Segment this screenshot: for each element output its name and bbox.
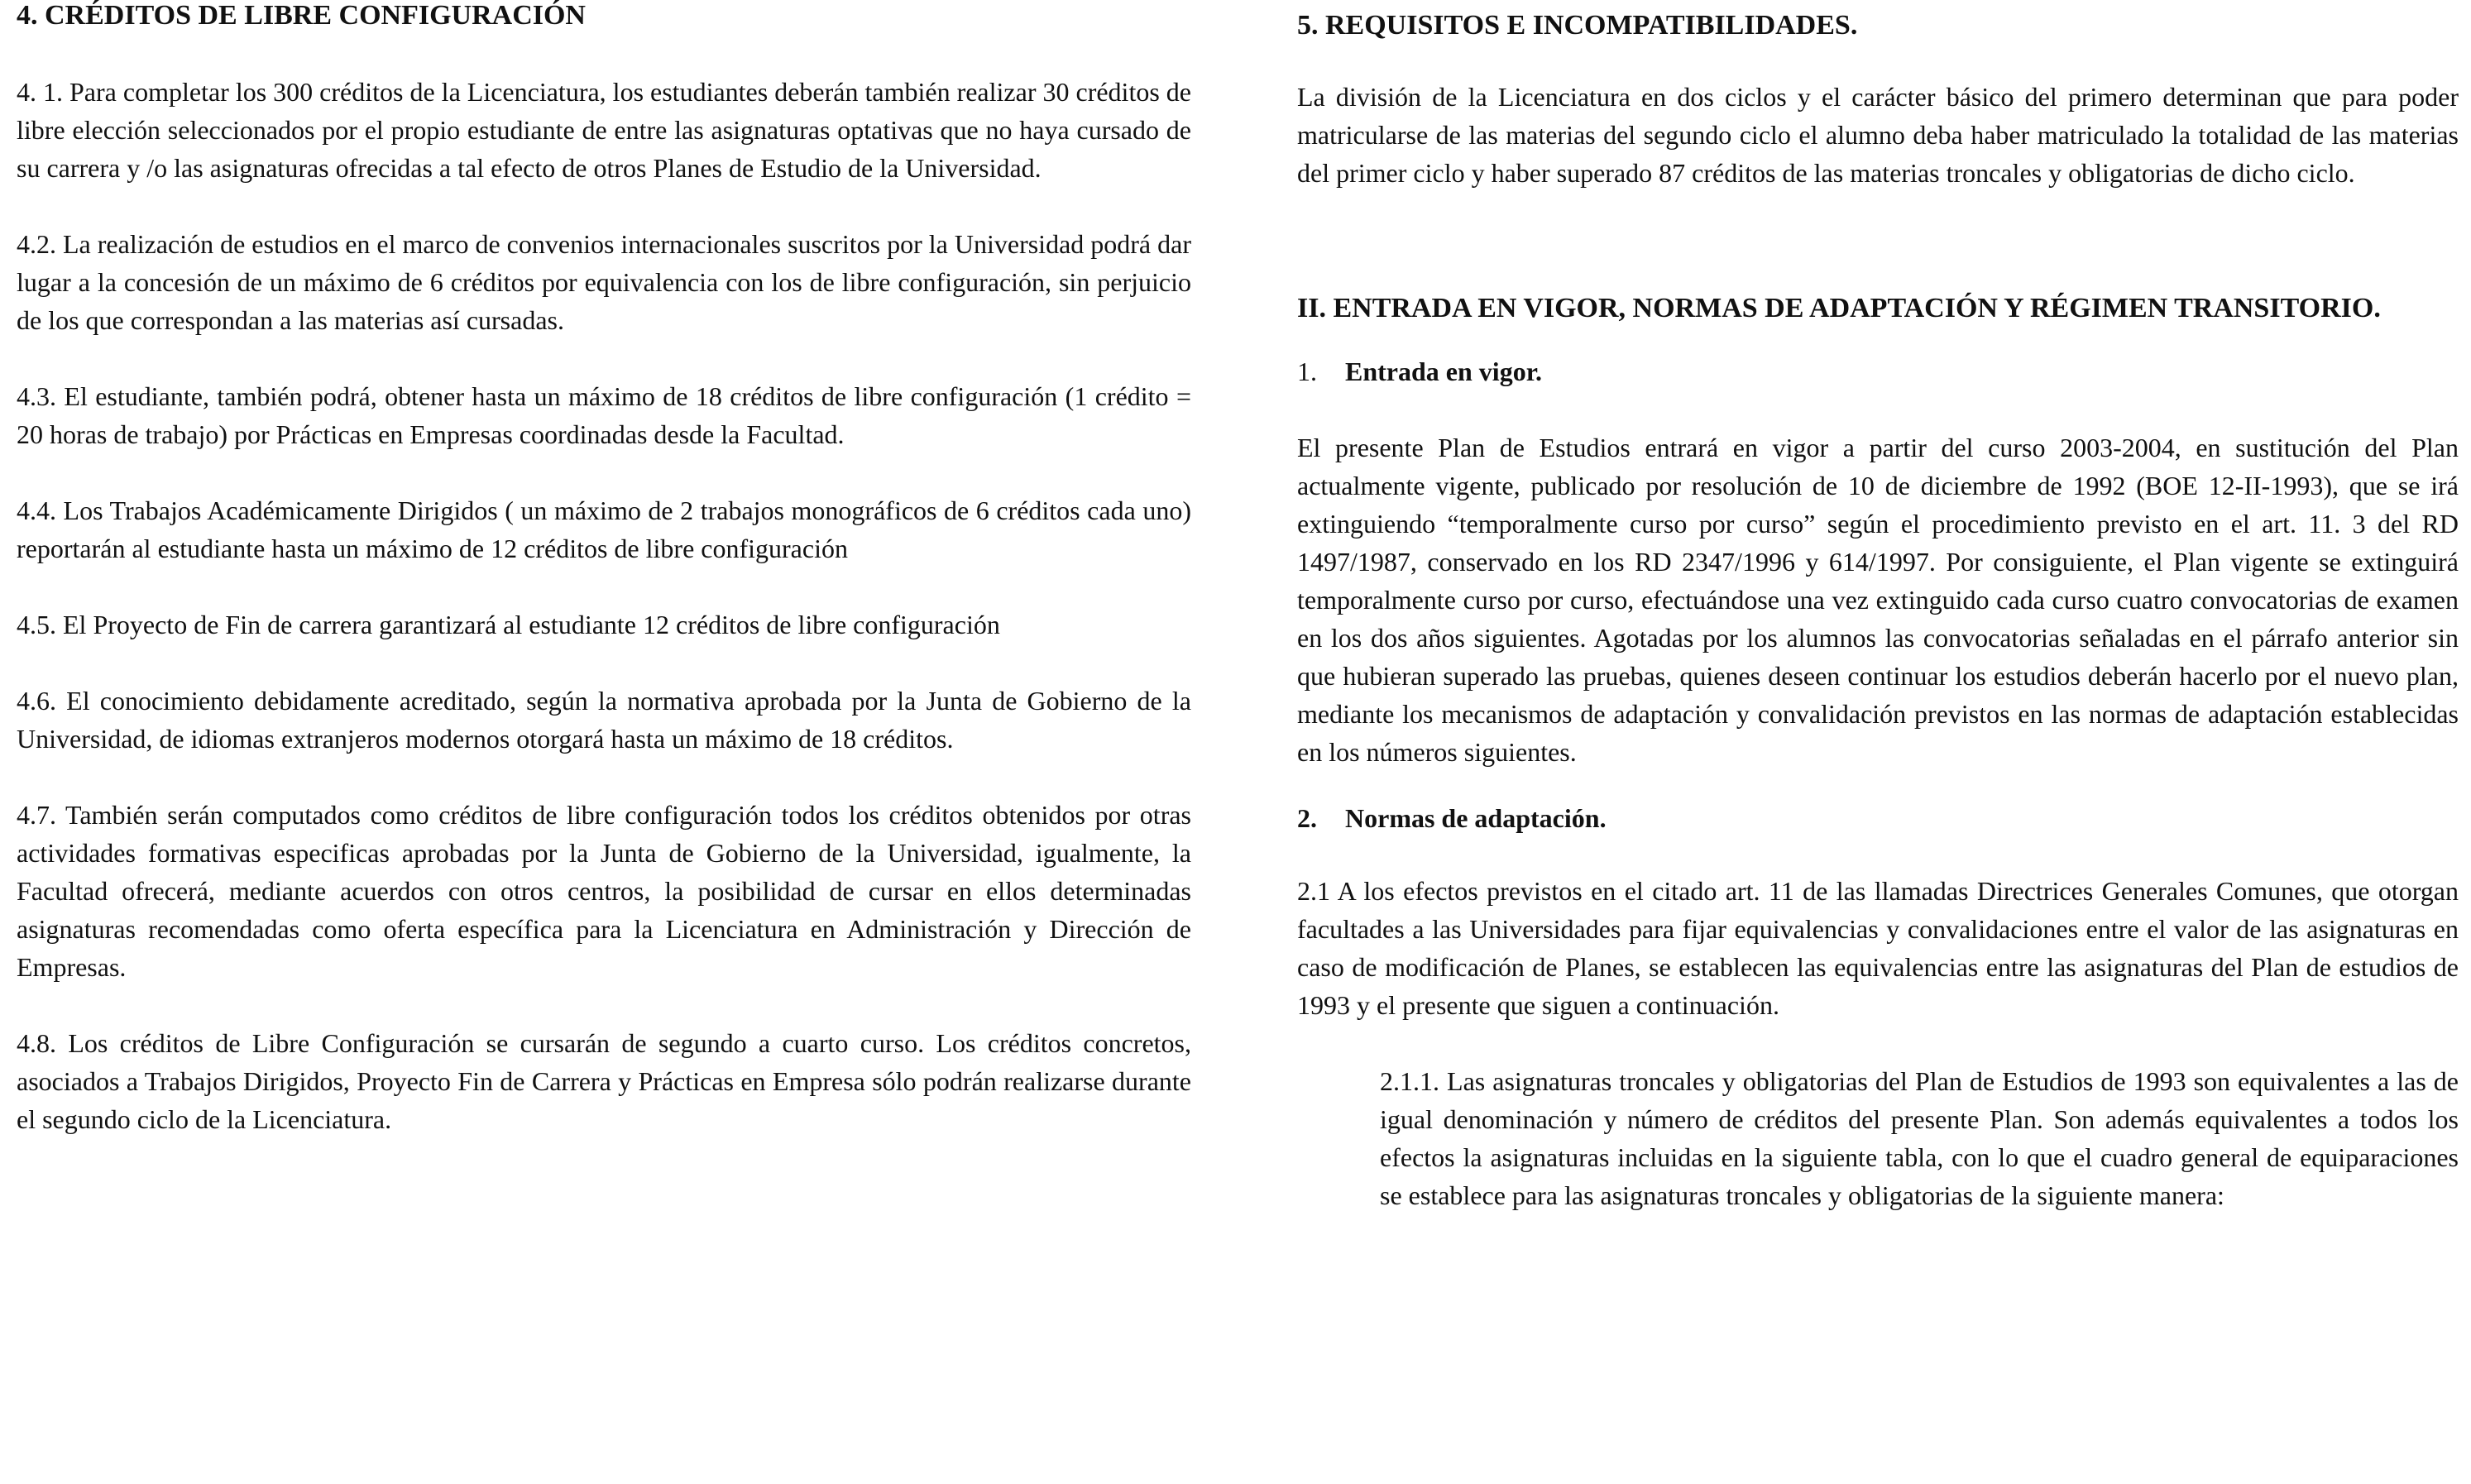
- paragraph-4-5: 4.5. El Proyecto de Fin de carrera garantizará al estudiante 12 créditos de libre configuración: [17, 610, 1000, 639]
- paragraph-4-7: 4.7. También serán computados como créditos de libre configuración todos los créditos obtenidos por otras actividades formativas especificas aprobadas por la Junta de Gobierno de la Universidad, igualmente, la Facultad ofrecerá, mediante acuerdos con otros centros, la posibilidad de cursar en ellos determinadas asignaturas recomendadas como oferta específica para la Licenciatura en Administración y Dirección de Empresas.: [17, 800, 1191, 982]
- paragraph-4-4: 4.4. Los Trabajos Académicamente Dirigidos ( un máximo de 2 trabajos monográficos de 6 créditos cada uno) reportarán al estudiante hasta un máximo de 12 créditos de libre configuración: [17, 495, 1191, 563]
- paragraph-5: La división de la Licenciatura en dos ciclos y el carácter básico del primero determinan que para poder matricularse de las materias del segundo ciclo el alumno deba haber matriculado la totalidad de las materias del primer ciclo y haber superado 87 créditos de las materias troncales y obligatorias de dicho ciclo.: [1297, 82, 2459, 188]
- subsection-2-heading: [1297, 799, 2459, 837]
- subsection-2-number: 2.: [1297, 803, 1317, 833]
- subsection-1-title: Entrada en vigor.: [1345, 357, 1542, 386]
- subsection-1-heading: [1297, 352, 2459, 390]
- right-column: [1297, 0, 2459, 1214]
- section-4-heading: 4. CRÉDITOS DE LIBRE CONFIGURACIÓN: [17, 0, 586, 31]
- paragraph-4-8: 4.8. Los créditos de Libre Configuración se cursarán de segundo a cuarto curso. Los créditos concretos, asociados a Trabajos Dirigidos, Proyecto Fin de Carrera y Prácticas en Empresa sólo podrán realizarse durante el segundo ciclo de la Licenciatura.: [17, 1028, 1191, 1134]
- subsection-1-number: 1.: [1297, 357, 1317, 386]
- subsection-2-title: Normas de adaptación.: [1345, 803, 1607, 833]
- section-5-heading: 5. REQUISITOS E INCOMPATIBILIDADES.: [1297, 10, 1858, 41]
- paragraph-4-3: 4.3. El estudiante, también podrá, obtener hasta un máximo de 18 créditos de libre configuración (1 crédito = 20 horas de trabajo) por Prácticas en Empresas coordinadas desde la Facultad.: [17, 381, 1191, 449]
- section-ii-heading: II. ENTRADA EN VIGOR, NORMAS DE ADAPTACIÓN Y RÉGIMEN TRANSITORIO.: [1297, 293, 2381, 323]
- left-column: [17, 0, 1191, 1138]
- paragraph-2-1: 2.1 A los efectos previstos en el citado art. 11 de las llamadas Directrices Generales Comunes, que otorgan facultades a las Universidades para fijar equivalencias y convalidaciones entre el valor de las asignaturas en caso de modificación de Planes, se establecen las equivalencias entre las asignaturas del Plan de estudios de 1993 y el presente que siguen a continuación.: [1297, 876, 2459, 1020]
- paragraph-4-2: 4.2. La realización de estudios en el marco de convenios internacionales suscritos por la Universidad podrá dar lugar a la concesión de un máximo de 6 créditos por equivalencia con los de libre configuración, sin perjuicio de los que correspondan a las materias así cursadas.: [17, 229, 1191, 335]
- paragraph-entrada-en-vigor: El presente Plan de Estudios entrará en vigor a partir del curso 2003-2004, en sustitución del Plan actualmente vigente, publicado por resolución de 10 de diciembre de 1992 (BOE 12-II-1993), que se irá extinguiendo “temporalmente curso por curso” según el procedimiento previsto en el art. 11. 3 del RD 1497/1987, conservado en los RD 2347/1996 y 614/1997. Por consiguiente, el Plan vigente se extinguirá temporalmente curso por curso, efectuándose una vez extinguido cada curso cuatro convocatorias de examen en los dos años siguientes. Agotadas por los alumnos las convocatorias señaladas en el párrafo anterior sin que hubieran superado las pruebas, quienes deseen continuar los estudios deberán hacerlo por el nuevo plan, mediante los mecanismos de adaptación y convalidación previstos en las normas de adaptación establecidas en los números siguientes.: [1297, 433, 2459, 767]
- paragraph-4-6: 4.6. El conocimiento debidamente acreditado, según la normativa aprobada por la Junta de Gobierno de la Universidad, de idiomas extranjeros modernos otorgará hasta un máximo de 18 créditos.: [17, 686, 1191, 754]
- paragraph-2-1-1: 2.1.1. Las asignaturas troncales y obligatorias del Plan de Estudios de 1993 son equivalentes a las de igual denominación y número de créditos del presente Plan. Son además equivalentes a todos los efectos la asignaturas incluidas en la siguiente tabla, con lo que el cuadro general de equiparaciones se establece para las asignaturas troncales y obligatorias de la siguiente manera:: [1380, 1066, 2459, 1210]
- paragraph-4-1: 4. 1. Para completar los 300 créditos de la Licenciatura, los estudiantes deberán también realizar 30 créditos de libre elección seleccionados por el propio estudiante de entre las asignaturas optativas que no haya cursado de su carrera y /o las asignaturas ofrecidas a tal efecto de otros Planes de Estudio de la Universidad.: [17, 77, 1191, 183]
